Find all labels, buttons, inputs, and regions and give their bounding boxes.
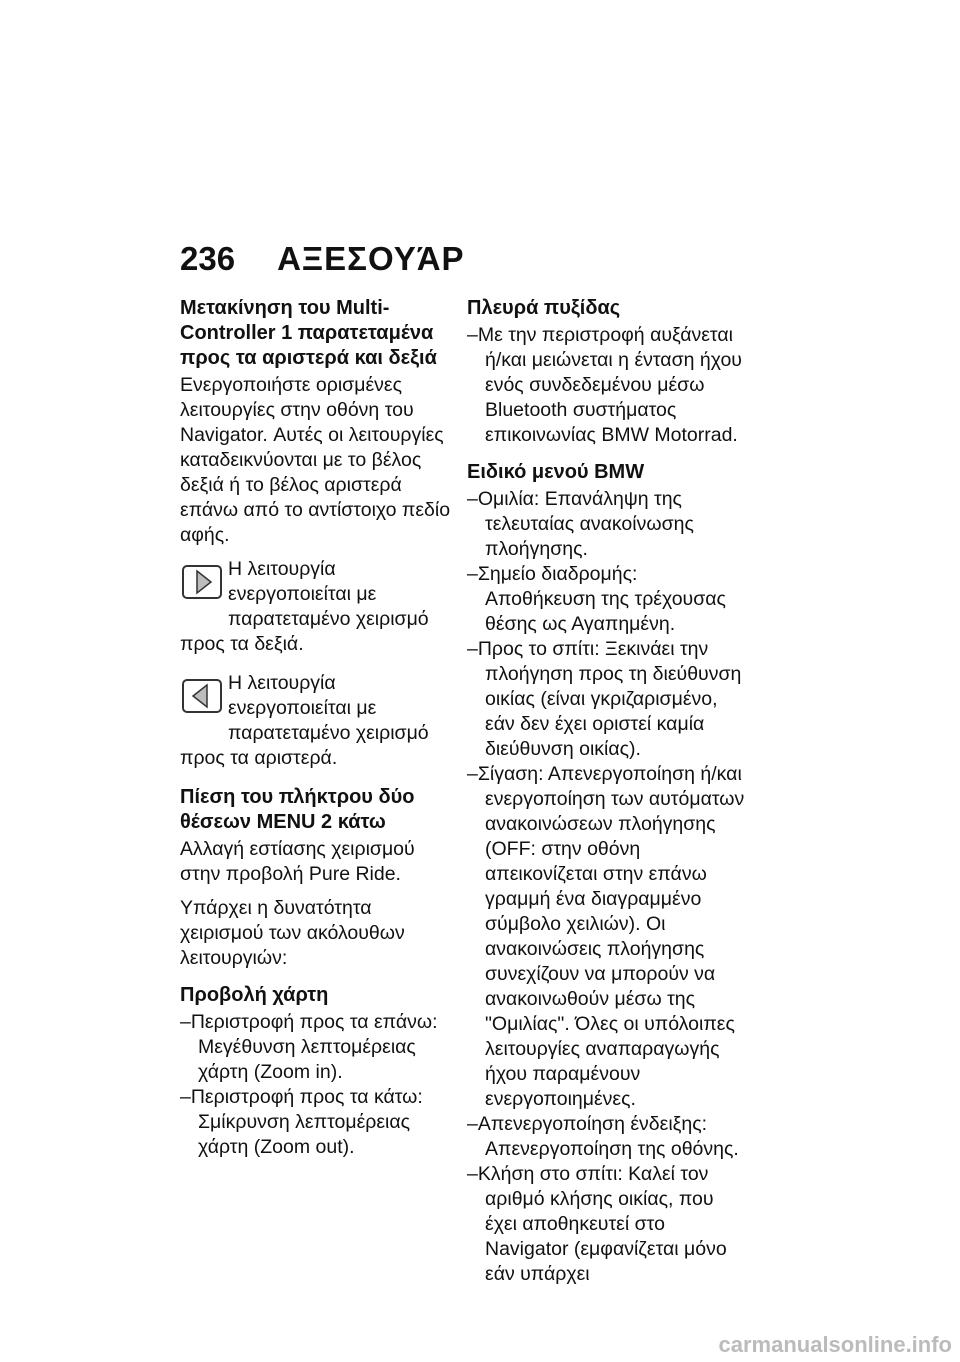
list-item: –Περιστροφή προς τα επάνω: Μεγέθυνση λεπτομέρειας χάρτη (Zoom in). bbox=[180, 1011, 438, 1083]
section-heading: Μετακίνηση του Multi-Controller 1 παρατεταμένα προς τα αριστερά και δεξιά bbox=[180, 297, 437, 369]
bullet-list bbox=[467, 323, 747, 448]
bullet-list bbox=[467, 487, 747, 1287]
section-heading: Ειδικό μενού BMW bbox=[467, 461, 645, 483]
list-item: –Σημείο διαδρομής: Αποθήκευση της τρέχουσας θέσης ως Αγαπημένη. bbox=[467, 563, 726, 635]
left-column bbox=[180, 296, 460, 1170]
note-text-cont: προς τα δεξιά. bbox=[180, 633, 304, 655]
list-item: –Προς το σπίτι: Ξεκινάει την πλοήγηση προς τη διεύθυνση οικίας (είναι γκριζαρισμένο, εάν δεν έχει οριστεί καμία διεύθυνση οικίας). bbox=[467, 638, 742, 760]
section-heading: Πλευρά πυξίδας bbox=[467, 297, 621, 319]
note-text: Η λειτουργία ενεργοποιείται με παρατεταμένο χειρισμό bbox=[228, 558, 429, 630]
section-heading: Πίεση του πλήκτρου δύο θέσεων MENU 2 κάτω bbox=[180, 786, 415, 833]
section-menu-button bbox=[180, 785, 460, 971]
list-item: –Με την περιστροφή αυξάνεται ή/και μειώνεται η ένταση ήχου ενός συνδεδεμένου μέσω Bluetooth συστήματος επικοινωνίας BMW Motorrad. bbox=[467, 324, 742, 446]
right-arrow-note bbox=[180, 557, 460, 657]
section-bmw-menu bbox=[467, 460, 747, 1287]
arrow-left-icon bbox=[182, 679, 222, 713]
watermark: carmanualsonline.info bbox=[718, 1332, 952, 1357]
arrow-right-icon bbox=[182, 565, 222, 599]
list-item: –Περιστροφή προς τα κάτω: Σμίκρυνση λεπτομέρειας χάρτη (Zoom out). bbox=[180, 1086, 423, 1158]
section-heading: Προβολή χάρτη bbox=[180, 984, 329, 1006]
list-item: –Απενεργοποίηση ένδειξης: Απενεργοποίηση της οθόνης. bbox=[467, 1113, 739, 1160]
list-item: –Σίγαση: Απενεργοποίηση ή/και ενεργοποίηση των αυτόματων ανακοινώσεων πλοήγησης (OFF: στην οθόνη απεικονίζεται στην επάνω γραμμή ένα διαγραμμένο σύμβολο χειλιών). Οι ανακοινώσεις πλοήγησης συνεχίζουν να μπορούν να ανακοινωθούν μέσω της "Ομιλίας". Όλες οι υπόλοιπες λειτουργίες αναπαραγωγής ήχου παραμένουν ενεργοποιημένες. bbox=[467, 763, 745, 1110]
right-column bbox=[467, 296, 747, 1297]
note-text: Η λειτουργία ενεργοποιείται με παρατεταμένο χειρισμό bbox=[228, 672, 429, 744]
page-header bbox=[180, 240, 465, 278]
section-compass-side bbox=[467, 296, 747, 448]
page-title: ΑΞΕΣΟΥΆΡ bbox=[277, 240, 465, 277]
section-paragraph: Αλλαγή εστίασης χειρισμού στην προβολή Pure Ride. bbox=[180, 838, 415, 885]
page-number: 236 bbox=[180, 240, 236, 277]
section-map-view bbox=[180, 983, 460, 1160]
bullet-list bbox=[180, 1010, 460, 1160]
note-text-cont: προς τα αριστερά. bbox=[180, 747, 338, 769]
section-multi-controller bbox=[180, 296, 460, 771]
list-item: –Ομιλία: Επανάληψη της τελευταίας ανακοίνωσης πλοήγησης. bbox=[467, 488, 694, 560]
list-item: –Κλήση στο σπίτι: Καλεί τον αριθμό κλήσης οικίας, που έχει αποθηκευτεί στο Navigator (εμφανίζεται μόνο εάν υπάρχει bbox=[467, 1163, 727, 1285]
section-paragraph: Υπάρχει η δυνατότητα χειρισμού των ακόλουθων λειτουργιών: bbox=[180, 897, 405, 969]
left-arrow-note bbox=[180, 671, 460, 771]
section-body: Ενεργοποιήστε ορισμένες λειτουργίες στην οθόνη του Navigator. Αυτές οι λειτουργίες καταδεικνύονται με το βέλος δεξιά ή το βέλος αριστερά επάνω από το αντίστοιχο πεδίο αφής. bbox=[180, 374, 451, 546]
